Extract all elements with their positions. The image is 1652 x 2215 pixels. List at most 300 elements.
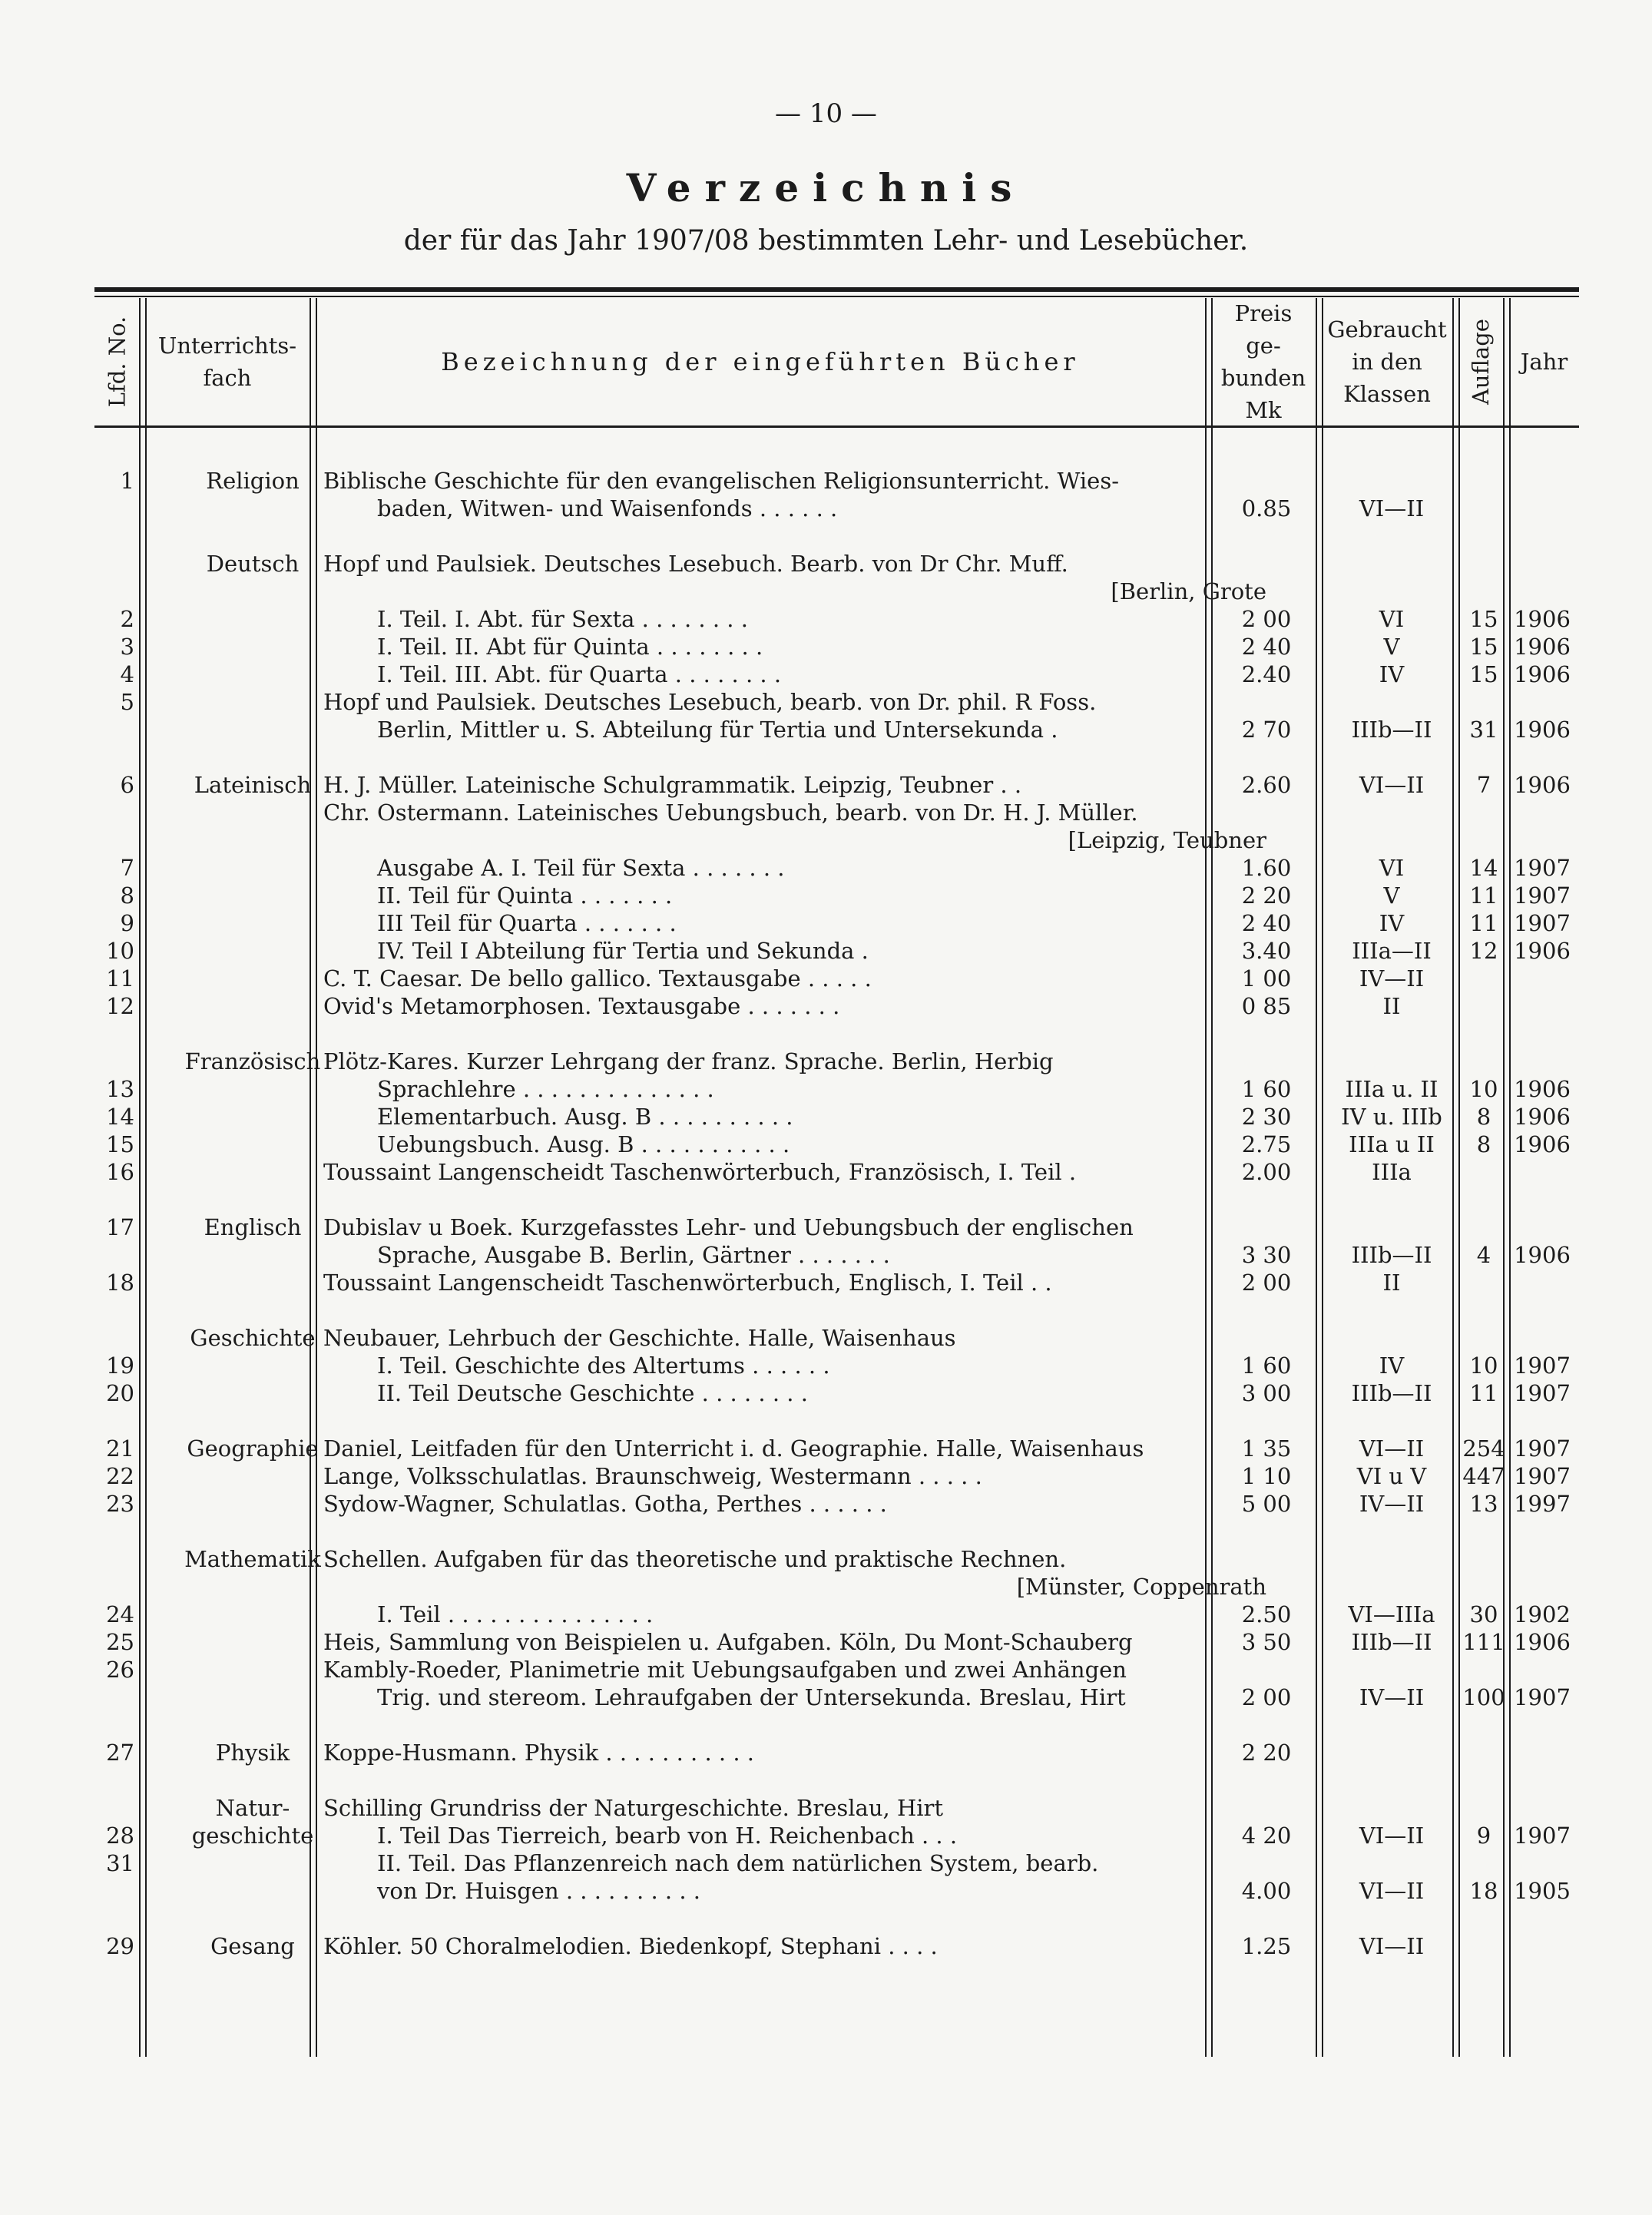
book-title-cell: [Leipzig, Teubner bbox=[1068, 827, 1266, 853]
price-cell: 2 00 bbox=[1241, 1270, 1292, 1296]
classes-cell: IIIa u. II bbox=[1345, 1076, 1438, 1102]
year-cell bbox=[1508, 1573, 1577, 1601]
book-title-cell: Trig. und stereom. Lehraufgaben der Untersekunda. Breslau, Hirt bbox=[377, 1684, 1126, 1710]
year-cell: 1906 bbox=[1514, 938, 1571, 964]
price-cell bbox=[1210, 1545, 1323, 1573]
row-number: 10 bbox=[106, 938, 134, 964]
header-fach: Unterrichts- fach bbox=[157, 332, 297, 391]
row-number: 29 bbox=[106, 1933, 134, 1959]
year-cell bbox=[1508, 1158, 1577, 1186]
edition-cell: 18 bbox=[1469, 1878, 1498, 1904]
book-title-cell: Dubislav u Boek. Kurzgefasstes Lehr- und Uebungsbuch der englischen bbox=[323, 1214, 1134, 1240]
price-cell: 2 00 bbox=[1241, 1684, 1292, 1710]
row-number bbox=[94, 1573, 134, 1601]
price-cell bbox=[1210, 799, 1323, 826]
book-title-cell: Koppe-Husmann. Physik . . . . . . . . . . . bbox=[323, 1740, 754, 1766]
row-number: 1 bbox=[120, 468, 134, 494]
table-row bbox=[94, 1213, 1579, 1241]
classes-cell: V bbox=[1383, 634, 1400, 660]
classes-cell bbox=[1319, 578, 1465, 605]
edition-cell: 111 bbox=[1462, 1629, 1505, 1655]
classes-cell bbox=[1319, 1048, 1465, 1075]
table-row bbox=[94, 1545, 1579, 1573]
classes-cell: IV—II bbox=[1359, 1684, 1425, 1710]
book-title-cell: II. Teil für Quinta . . . . . . . bbox=[377, 882, 673, 909]
table-row bbox=[94, 1352, 1579, 1379]
book-table bbox=[94, 287, 1579, 2061]
year-cell bbox=[1508, 1545, 1577, 1573]
book-title-cell: Kambly-Roeder, Planimetrie mit Uebungsaufgaben und zwei Anhängen bbox=[323, 1657, 1127, 1683]
year-cell: 1907 bbox=[1514, 1684, 1571, 1710]
book-title-cell: Neubauer, Lehrbuch der Geschichte. Halle, Waisenhaus bbox=[323, 1325, 956, 1351]
price-cell: 1 60 bbox=[1241, 1353, 1292, 1379]
classes-cell bbox=[1319, 1739, 1465, 1766]
top-rule-thin bbox=[94, 296, 1579, 297]
book-title-cell: Hopf und Paulsiek. Deutsches Lesebuch. Bearb. von Dr Chr. Muff. bbox=[323, 551, 1068, 577]
row-number: 23 bbox=[106, 1491, 134, 1517]
edition-cell: 100 bbox=[1462, 1684, 1505, 1710]
edition-cell: 30 bbox=[1469, 1601, 1498, 1627]
year-cell: 1907 bbox=[1514, 1435, 1571, 1462]
classes-cell: IV bbox=[1379, 1353, 1405, 1379]
classes-cell: IV bbox=[1379, 661, 1405, 687]
table-row bbox=[94, 1601, 1579, 1628]
edition-cell: 9 bbox=[1476, 1823, 1491, 1849]
price-cell: 4.00 bbox=[1241, 1878, 1292, 1904]
book-title-cell: II. Teil Deutsche Geschichte . . . . . . . . bbox=[377, 1380, 808, 1406]
year-cell bbox=[1508, 550, 1577, 578]
classes-cell: IIIb—II bbox=[1351, 1380, 1432, 1406]
year-cell bbox=[1508, 1739, 1577, 1766]
edition-cell: 10 bbox=[1469, 1076, 1498, 1102]
price-cell bbox=[1210, 1213, 1323, 1241]
table-row bbox=[94, 799, 1579, 826]
table-row bbox=[94, 1877, 1579, 1905]
table-row bbox=[94, 771, 1579, 799]
row-number: 14 bbox=[106, 1104, 134, 1130]
classes-cell bbox=[1319, 467, 1465, 495]
edition-cell: 8 bbox=[1476, 1131, 1491, 1157]
classes-cell bbox=[1319, 1545, 1465, 1573]
row-number: 4 bbox=[120, 661, 134, 687]
row-number: 8 bbox=[120, 882, 134, 909]
price-cell: 3 50 bbox=[1241, 1629, 1292, 1655]
table-row bbox=[94, 1241, 1579, 1269]
book-title-cell: Toussaint Langenscheidt Taschenwörterbuch, Englisch, I. Teil . . bbox=[323, 1270, 1052, 1296]
table-row bbox=[94, 854, 1579, 882]
price-cell: 3 30 bbox=[1241, 1242, 1292, 1268]
row-number bbox=[94, 716, 134, 743]
edition-cell bbox=[1458, 1849, 1509, 1877]
year-cell: 1997 bbox=[1514, 1491, 1571, 1517]
row-number: 7 bbox=[120, 855, 134, 881]
table-row bbox=[94, 716, 1579, 743]
book-title-cell: Uebungsbuch. Ausg. B . . . . . . . . . . . bbox=[377, 1131, 790, 1157]
book-title-cell: Ovid's Metamorphosen. Textausgabe . . . . . . . bbox=[323, 993, 840, 1019]
subject-cell: Gesang bbox=[210, 1933, 295, 1959]
book-title-cell: von Dr. Huisgen . . . . . . . . . . bbox=[377, 1878, 700, 1904]
edition-cell: 15 bbox=[1469, 606, 1498, 632]
year-cell bbox=[1508, 1269, 1577, 1296]
row-number: 19 bbox=[106, 1353, 134, 1379]
classes-cell: IIIa u II bbox=[1349, 1131, 1435, 1157]
row-number: 12 bbox=[106, 993, 134, 1019]
price-cell: 1 10 bbox=[1241, 1463, 1292, 1489]
price-cell bbox=[1210, 1656, 1323, 1684]
document-subtitle: der für das Jahr 1907/08 bestimmten Lehr- und Lesebücher. bbox=[403, 225, 1249, 257]
price-cell: 1 00 bbox=[1241, 965, 1292, 992]
subject-cell: Natur- bbox=[215, 1795, 290, 1821]
row-number: 31 bbox=[106, 1850, 134, 1876]
year-cell: 1907 bbox=[1514, 910, 1571, 936]
row-number bbox=[94, 1794, 134, 1822]
row-number: 2 bbox=[120, 606, 134, 632]
year-cell bbox=[1508, 467, 1577, 495]
book-title-cell: III Teil für Quarta . . . . . . . bbox=[377, 910, 677, 936]
price-cell: 2 00 bbox=[1241, 606, 1292, 632]
year-cell bbox=[1508, 1794, 1577, 1822]
edition-cell: 254 bbox=[1462, 1435, 1505, 1462]
price-cell: 1.60 bbox=[1241, 855, 1292, 881]
edition-cell bbox=[1458, 992, 1509, 1020]
table-row bbox=[94, 578, 1579, 605]
row-number: 13 bbox=[106, 1076, 134, 1102]
classes-cell bbox=[1319, 1656, 1465, 1684]
year-cell bbox=[1508, 1656, 1577, 1684]
book-title-cell: C. T. Caesar. De bello gallico. Textausgabe . . . . . bbox=[323, 965, 872, 992]
classes-cell: II bbox=[1382, 993, 1401, 1019]
year-cell: 1907 bbox=[1514, 855, 1571, 881]
row-number: 5 bbox=[120, 689, 134, 715]
edition-cell bbox=[1458, 1932, 1509, 1960]
book-title-cell: IV. Teil I Abteilung für Tertia und Sekunda . bbox=[377, 938, 869, 964]
book-title-cell: Heis, Sammlung von Beispielen u. Aufgaben. Köln, Du Mont-Schauberg bbox=[323, 1629, 1133, 1655]
price-cell bbox=[1210, 550, 1323, 578]
row-number: 21 bbox=[106, 1435, 134, 1462]
price-cell: 1.25 bbox=[1241, 1933, 1292, 1959]
year-cell: 1906 bbox=[1514, 1131, 1571, 1157]
price-cell: 0.85 bbox=[1241, 495, 1292, 521]
row-number: 18 bbox=[106, 1270, 134, 1296]
header-book: Bezeichnung der eingeführten Bücher bbox=[441, 346, 1080, 376]
price-cell bbox=[1210, 467, 1323, 495]
classes-cell: VI u V bbox=[1356, 1463, 1427, 1489]
row-number bbox=[94, 550, 134, 578]
year-cell bbox=[1508, 1932, 1577, 1960]
book-title-cell: Ausgabe A. I. Teil für Sexta . . . . . . . bbox=[377, 855, 785, 881]
edition-cell: 12 bbox=[1469, 938, 1498, 964]
price-cell: 1 60 bbox=[1241, 1076, 1292, 1102]
edition-cell: 11 bbox=[1469, 882, 1498, 909]
price-cell: 1 35 bbox=[1241, 1435, 1292, 1462]
subject-cell: Deutsch bbox=[206, 551, 300, 577]
year-cell bbox=[1508, 1213, 1577, 1241]
price-cell bbox=[1210, 1573, 1323, 1601]
table-row bbox=[94, 1131, 1579, 1158]
row-number: 27 bbox=[106, 1740, 134, 1766]
year-cell bbox=[1508, 965, 1577, 992]
table-row bbox=[94, 1435, 1579, 1462]
classes-cell: IIIb—II bbox=[1351, 717, 1432, 743]
year-cell: 1906 bbox=[1514, 1076, 1571, 1102]
edition-cell bbox=[1458, 1048, 1509, 1075]
price-cell: 2.50 bbox=[1241, 1601, 1292, 1627]
year-cell: 1907 bbox=[1514, 882, 1571, 909]
book-title-cell: Sydow-Wagner, Schulatlas. Gotha, Perthes . . . . . . bbox=[323, 1491, 887, 1517]
row-number bbox=[94, 1684, 134, 1711]
price-cell: 2.60 bbox=[1241, 772, 1292, 798]
edition-cell: 13 bbox=[1469, 1491, 1498, 1517]
book-title-cell: Sprache, Ausgabe B. Berlin, Gärtner . . . . . . . bbox=[377, 1242, 890, 1268]
book-title-cell: I. Teil Das Tierreich, bearb von H. Reichenbach . . . bbox=[377, 1823, 958, 1849]
edition-cell: 447 bbox=[1462, 1463, 1505, 1489]
book-title-cell: Chr. Ostermann. Lateinisches Uebungsbuch, bearb. von Dr. H. J. Müller. bbox=[323, 800, 1138, 826]
price-cell: 4 20 bbox=[1241, 1823, 1292, 1849]
table-row bbox=[94, 1822, 1579, 1849]
book-title-cell: Daniel, Leitfaden für den Unterricht i. d. Geographie. Halle, Waisenhaus bbox=[323, 1435, 1144, 1462]
year-cell: 1906 bbox=[1514, 661, 1571, 687]
edition-cell: 14 bbox=[1469, 855, 1498, 881]
classes-cell: VI—II bbox=[1359, 1823, 1425, 1849]
edition-cell bbox=[1458, 495, 1509, 522]
book-title-cell: Plötz-Kares. Kurzer Lehrgang der franz. Sprache. Berlin, Herbig bbox=[323, 1048, 1054, 1074]
price-cell: 2.40 bbox=[1241, 661, 1292, 687]
year-cell: 1906 bbox=[1514, 1242, 1571, 1268]
year-cell bbox=[1508, 495, 1577, 522]
header-preis: Preis ge- bunden Mk bbox=[1220, 300, 1306, 424]
table-row bbox=[94, 965, 1579, 992]
year-cell bbox=[1508, 688, 1577, 716]
price-cell: 2 20 bbox=[1241, 882, 1292, 909]
classes-cell: VI—IIIa bbox=[1348, 1601, 1435, 1627]
price-cell bbox=[1210, 1324, 1323, 1352]
price-cell bbox=[1210, 578, 1323, 605]
price-cell: 3.40 bbox=[1241, 938, 1292, 964]
price-cell bbox=[1210, 1048, 1323, 1075]
year-cell: 1902 bbox=[1514, 1601, 1571, 1627]
row-number: 25 bbox=[106, 1629, 134, 1655]
book-title-cell: Berlin, Mittler u. S. Abteilung für Tertia und Untersekunda . bbox=[377, 717, 1058, 743]
year-cell bbox=[1508, 826, 1577, 854]
price-cell bbox=[1210, 1794, 1323, 1822]
book-title-cell: Schilling Grundriss der Naturgeschichte. Breslau, Hirt bbox=[323, 1795, 944, 1821]
edition-cell: 11 bbox=[1469, 1380, 1498, 1406]
book-title-cell: Hopf und Paulsiek. Deutsches Lesebuch, bearb. von Dr. phil. R Foss. bbox=[323, 689, 1097, 715]
top-rule-thick bbox=[94, 287, 1579, 292]
table-row bbox=[94, 688, 1579, 716]
header-no: Lfd. No. bbox=[103, 316, 130, 408]
year-cell bbox=[1508, 799, 1577, 826]
price-cell: 2.75 bbox=[1241, 1131, 1292, 1157]
table-row bbox=[94, 605, 1579, 633]
row-number: 15 bbox=[106, 1131, 134, 1157]
book-title-cell: Elementarbuch. Ausg. B . . . . . . . . . . bbox=[377, 1104, 793, 1130]
edition-cell bbox=[1458, 550, 1509, 578]
table-row bbox=[94, 1628, 1579, 1656]
classes-cell: VI—II bbox=[1359, 772, 1425, 798]
classes-cell: VI bbox=[1379, 855, 1405, 881]
classes-cell: V bbox=[1383, 882, 1400, 909]
edition-cell bbox=[1458, 965, 1509, 992]
table-row bbox=[94, 937, 1579, 965]
classes-cell: IIIa—II bbox=[1352, 938, 1432, 964]
book-title-cell: I. Teil. II. Abt für Quinta . . . . . . . . bbox=[377, 634, 763, 660]
classes-cell: IV u. IIIb bbox=[1341, 1104, 1442, 1130]
table-row bbox=[94, 1324, 1579, 1352]
price-cell bbox=[1210, 1849, 1323, 1877]
edition-cell bbox=[1458, 826, 1509, 854]
year-cell bbox=[1508, 1849, 1577, 1877]
page-number: — 10 — bbox=[775, 98, 877, 129]
price-cell: 0 85 bbox=[1241, 993, 1292, 1019]
edition-cell bbox=[1458, 1324, 1509, 1352]
row-number: 26 bbox=[106, 1657, 134, 1683]
edition-cell bbox=[1458, 1269, 1509, 1296]
row-number bbox=[94, 799, 134, 826]
edition-cell bbox=[1458, 578, 1509, 605]
table-row bbox=[94, 1075, 1579, 1103]
subject-cell: geschichte bbox=[191, 1823, 314, 1849]
classes-cell bbox=[1319, 1324, 1465, 1352]
price-cell: 2 30 bbox=[1241, 1104, 1292, 1130]
classes-cell: VI—II bbox=[1359, 495, 1425, 521]
row-number: 20 bbox=[106, 1380, 134, 1406]
edition-cell bbox=[1458, 799, 1509, 826]
year-cell: 1907 bbox=[1514, 1463, 1571, 1489]
table-row bbox=[94, 1269, 1579, 1296]
table-row bbox=[94, 1490, 1579, 1518]
edition-cell bbox=[1458, 1213, 1509, 1241]
price-cell: 2 70 bbox=[1241, 717, 1292, 743]
edition-cell bbox=[1458, 1739, 1509, 1766]
row-number: 22 bbox=[106, 1463, 134, 1489]
year-cell: 1907 bbox=[1514, 1380, 1571, 1406]
price-cell: 2 40 bbox=[1241, 634, 1292, 660]
document-title: Verzeichnis bbox=[626, 165, 1026, 210]
classes-cell bbox=[1319, 550, 1465, 578]
book-title-cell: Lange, Volksschulatlas. Braunschweig, Westermann . . . . . bbox=[323, 1463, 982, 1489]
classes-cell bbox=[1319, 1573, 1465, 1601]
table-row bbox=[94, 992, 1579, 1020]
table-row bbox=[94, 661, 1579, 688]
year-cell bbox=[1508, 1048, 1577, 1075]
table-row bbox=[94, 1794, 1579, 1822]
edition-cell: 8 bbox=[1476, 1104, 1491, 1130]
price-cell: 3 00 bbox=[1241, 1380, 1292, 1406]
subject-cell: Geschichte bbox=[190, 1325, 316, 1351]
book-title-cell: Schellen. Aufgaben für das theoretische und praktische Rechnen. bbox=[323, 1546, 1067, 1572]
classes-cell bbox=[1319, 826, 1465, 854]
edition-cell: 15 bbox=[1469, 634, 1498, 660]
year-cell: 1906 bbox=[1514, 717, 1571, 743]
book-title-cell: [Berlin, Grote bbox=[1111, 578, 1266, 604]
edition-cell bbox=[1458, 1794, 1509, 1822]
table-row bbox=[94, 826, 1579, 854]
classes-cell: VI—II bbox=[1359, 1878, 1425, 1904]
book-title-cell: Biblische Geschichte für den evangelischen Religionsunterricht. Wies- bbox=[323, 468, 1119, 494]
classes-cell: II bbox=[1382, 1270, 1401, 1296]
row-number: 9 bbox=[120, 910, 134, 936]
book-title-cell: Sprachlehre . . . . . . . . . . . . . . bbox=[377, 1076, 714, 1102]
row-number: 3 bbox=[120, 634, 134, 660]
book-title-cell: I. Teil. III. Abt. für Quarta . . . . . . . . bbox=[377, 661, 782, 687]
row-number bbox=[94, 826, 134, 854]
header-klassen: Gebraucht in den Klassen bbox=[1327, 316, 1447, 408]
edition-cell bbox=[1458, 1573, 1509, 1601]
header-jahr: Jahr bbox=[1520, 348, 1568, 375]
edition-cell: 10 bbox=[1469, 1353, 1498, 1379]
table-row bbox=[94, 550, 1579, 578]
classes-cell: IIIb—II bbox=[1351, 1629, 1432, 1655]
row-number bbox=[94, 1324, 134, 1352]
table-row bbox=[94, 1739, 1579, 1766]
year-cell: 1906 bbox=[1514, 772, 1571, 798]
book-title-cell: [Münster, Coppenrath bbox=[1016, 1574, 1266, 1600]
classes-cell: VI—II bbox=[1359, 1435, 1425, 1462]
row-number: 11 bbox=[106, 965, 134, 992]
classes-cell: VI—II bbox=[1359, 1933, 1425, 1959]
book-title-cell: II. Teil. Das Pflanzenreich nach dem natürlichen System, bearb. bbox=[377, 1850, 1099, 1876]
classes-cell bbox=[1319, 799, 1465, 826]
book-title-cell: I. Teil. Geschichte des Altertums . . . . . . bbox=[377, 1353, 830, 1379]
row-number: 6 bbox=[120, 772, 134, 798]
classes-cell: VI bbox=[1379, 606, 1405, 632]
row-number bbox=[94, 1877, 134, 1905]
edition-cell: 31 bbox=[1469, 717, 1498, 743]
row-number: 24 bbox=[106, 1601, 134, 1627]
subject-cell: Lateinisch bbox=[194, 772, 312, 798]
price-cell: 2 40 bbox=[1241, 910, 1292, 936]
year-cell bbox=[1508, 992, 1577, 1020]
edition-cell: 7 bbox=[1476, 772, 1491, 798]
table-row bbox=[94, 1684, 1579, 1711]
row-number bbox=[94, 1241, 134, 1269]
table-row bbox=[94, 1573, 1579, 1601]
price-cell bbox=[1210, 688, 1323, 716]
subject-cell: Englisch bbox=[204, 1214, 302, 1240]
header-auflage: Auflage bbox=[1467, 319, 1494, 405]
year-cell: 1906 bbox=[1514, 1104, 1571, 1130]
subject-cell: Physik bbox=[215, 1740, 290, 1766]
year-cell: 1906 bbox=[1514, 1629, 1571, 1655]
table-row bbox=[94, 467, 1579, 495]
book-title-cell: Toussaint Langenscheidt Taschenwörterbuch, Französisch, I. Teil . bbox=[323, 1159, 1077, 1185]
row-number bbox=[94, 1545, 134, 1573]
row-number: 16 bbox=[106, 1159, 134, 1185]
table-row bbox=[94, 1103, 1579, 1131]
row-number bbox=[94, 495, 134, 522]
edition-cell: 15 bbox=[1469, 661, 1498, 687]
book-title-cell: H. J. Müller. Lateinische Schulgrammatik. Leipzig, Teubner . . bbox=[323, 772, 1022, 798]
edition-cell: 11 bbox=[1469, 910, 1498, 936]
row-number: 28 bbox=[106, 1823, 134, 1849]
edition-cell bbox=[1458, 467, 1509, 495]
classes-cell bbox=[1319, 1794, 1465, 1822]
price-cell: 2.00 bbox=[1241, 1159, 1292, 1185]
book-title-cell: I. Teil. I. Abt. für Sexta . . . . . . . . bbox=[377, 606, 748, 632]
classes-cell bbox=[1319, 1213, 1465, 1241]
table-row bbox=[94, 1932, 1579, 1960]
edition-cell: 4 bbox=[1476, 1242, 1491, 1268]
classes-cell: IIIb—II bbox=[1351, 1242, 1432, 1268]
subject-cell: Mathematik bbox=[184, 1546, 321, 1572]
year-cell: 1907 bbox=[1514, 1823, 1571, 1849]
table-row bbox=[94, 633, 1579, 661]
table-row bbox=[94, 882, 1579, 909]
subject-cell: Französisch bbox=[184, 1048, 321, 1074]
classes-cell: IV—II bbox=[1359, 1491, 1425, 1517]
year-cell: 1905 bbox=[1514, 1878, 1571, 1904]
